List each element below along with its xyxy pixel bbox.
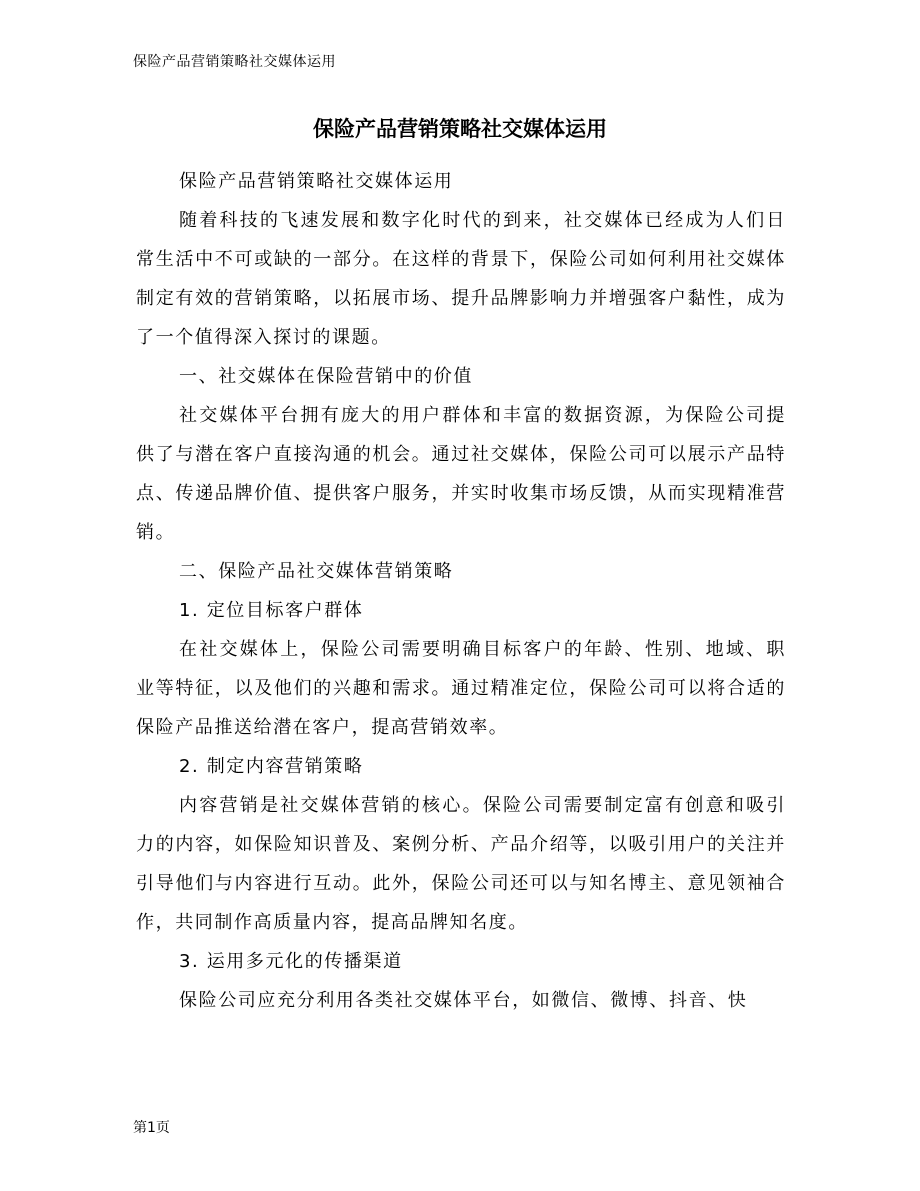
section-heading-2: 二、保险产品社交媒体营销策略: [179, 561, 454, 582]
document-body: [136, 162, 786, 1020]
subheading-1: 1. 定位目标客户群体: [179, 600, 364, 621]
intro-paragraph: 随着科技的飞速发展和数字化时代的到来，社交媒体已经成为人们日常生活中不可或缺的一部分。在这样的背景下，保险公司如何利用社交媒体制定有效的营销策略，以拓展市场、提升品牌影响力并增强客户黏性，成为了一个值得深入探讨的课题。: [136, 210, 786, 348]
subtitle-paragraph: 保险产品营销策略社交媒体运用: [179, 171, 454, 192]
subheading-2: 2. 制定内容营销策略: [179, 756, 364, 777]
subsection-3-paragraph: 保险公司应充分利用各类社交媒体平台，如微信、微博、抖音、快: [179, 990, 748, 1011]
section-heading-1: 一、社交媒体在保险营销中的价值: [179, 366, 473, 387]
subsection-1-paragraph: 在社交媒体上，保险公司需要明确目标客户的年龄、性别、地域、职业等特征，以及他们的兴趣和需求。通过精准定位，保险公司可以将合适的保险产品推送给潜在客户，提高营销效率。: [136, 639, 786, 738]
subsection-2-paragraph: 内容营销是社交媒体营销的核心。保险公司需要制定富有创意和吸引力的内容，如保险知识普及、案例分析、产品介绍等，以吸引用户的关注并引导他们与内容进行互动。此外，保险公司还可以与知名博主、意见领袖合作，共同制作高质量内容，提高品牌知名度。: [136, 795, 786, 933]
running-header: 保险产品营销策略社交媒体运用: [133, 54, 336, 70]
page-number: 第1页: [133, 1120, 170, 1136]
subheading-3: 3. 运用多元化的传播渠道: [179, 951, 403, 972]
section-1-paragraph: 社交媒体平台拥有庞大的用户群体和丰富的数据资源，为保险公司提供了与潜在客户直接沟通的机会。通过社交媒体，保险公司可以展示产品特点、传递品牌价值、提供客户服务，并实时收集市场反馈，从而实现精准营销。: [136, 405, 786, 543]
document-title: 保险产品营销策略社交媒体运用: [313, 117, 607, 141]
